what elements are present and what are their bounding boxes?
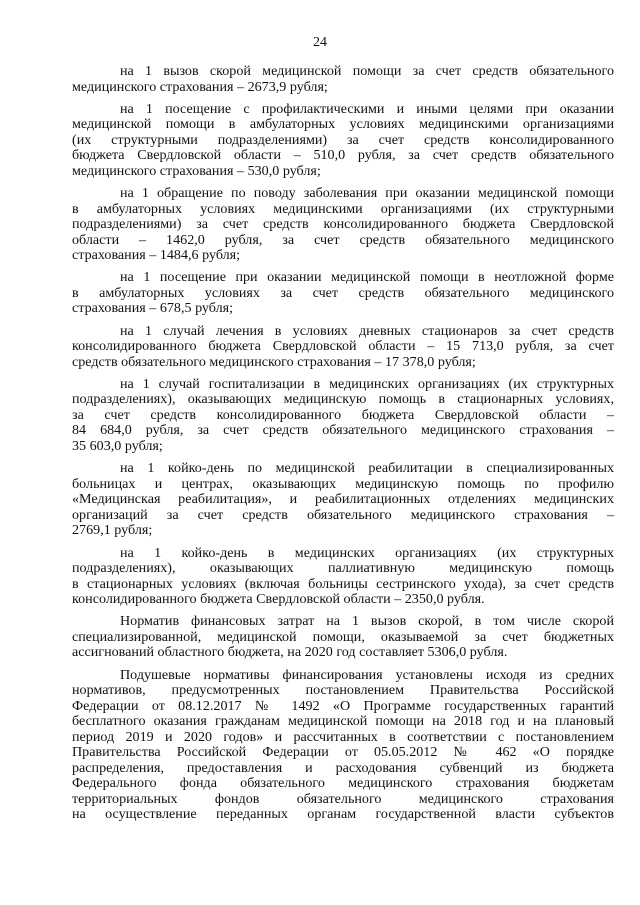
document-body [72, 64, 614, 829]
text-line: ассигнований областного бюджета, на 2020 год составляет 5306,0 рубля. [72, 644, 508, 661]
paragraph [72, 324, 614, 371]
text-line: на 1 посещение при оказании медицинской помощи в неотложной форме [120, 269, 614, 286]
text-line: специализированной, медицинской помощи, оказываемой за счет бюджетных [72, 628, 614, 645]
paragraph [72, 461, 614, 539]
text-line: распределения, предоставления и расходования субвенций из бюджета [72, 759, 614, 776]
text-line: подразделениях), оказывающих медицинскую помощь в стационарных условиях, [72, 391, 614, 408]
paragraph [72, 614, 614, 661]
paragraph [72, 546, 614, 608]
text-line: области – 1462,0 рубля, за счет средств обязательного медицинского [72, 231, 614, 248]
text-line: Правительства Российской Федерации от 05.05.2012 № 462 «О порядке [72, 744, 614, 761]
text-line: страхования – 678,5 рубля; [72, 300, 234, 317]
text-line: консолидированного бюджета Свердловской области – 2350,0 рубля. [72, 591, 485, 608]
text-line: бюджета Свердловской области – 510,0 рубля, за счет средств обязательного [72, 147, 614, 164]
text-line: на 1 случай госпитализации в медицинских организациях (их структурных [120, 375, 614, 392]
text-line: бесплатного оказания гражданам медицинской помощи на 2018 год и на плановый [72, 713, 614, 730]
text-line: 35 603,0 рубля; [72, 437, 163, 454]
paragraph [72, 102, 614, 180]
text-line: территориальных фондов обязательного медицинского страхования [72, 790, 614, 807]
text-line: консолидированного бюджета Свердловской области – 15 713,0 рубля, за счет [72, 338, 614, 355]
text-line: на осуществление переданных органам государственной власти субъектов [72, 806, 614, 823]
text-line: на 1 койко-день по медицинской реабилитации в специализированных [120, 460, 614, 477]
text-line: на 1 койко-день в медицинских организациях (их структурных [120, 544, 614, 561]
text-line: подразделениями) за счет средств консолидированного бюджета Свердловской [72, 216, 614, 233]
text-line: (их структурными подразделениями) за счет средств консолидированного [72, 131, 614, 148]
text-line: Подушевые нормативы финансирования установлены исходя из средних [120, 666, 614, 683]
text-line: Федерального фонда обязательного медицинского страхования бюджетам [72, 775, 614, 792]
text-line: период 2019 и 2020 годов» и рассчитанных в соответствии с постановлением [72, 728, 614, 745]
text-line: медицинского страхования – 2673,9 рубля; [72, 78, 328, 95]
text-line: средств обязательного медицинского страхования – 17 378,0 рубля; [72, 353, 476, 370]
paragraph [72, 186, 614, 264]
text-line: 84 684,0 рубля, за счет средств обязательного медицинского страхования – [72, 422, 614, 439]
text-line: на 1 случай лечения в условиях дневных стационаров за счет средств [120, 322, 614, 339]
page-number: 24 [313, 35, 327, 50]
text-line: подразделениях), оказывающих паллиативную медицинскую помощь [72, 560, 614, 577]
paragraph [72, 377, 614, 455]
paragraph [72, 668, 614, 823]
text-line: Федерации от 08.12.2017 № 1492 «О Программе государственных гарантий [72, 697, 614, 714]
text-line: Норматив финансовых затрат на 1 вызов скорой, в том числе скорой [120, 613, 614, 630]
text-line: на 1 вызов скорой медицинской помощи за счет средств обязательного [120, 63, 614, 79]
paragraph [72, 270, 614, 317]
text-line: 2769,1 рубля; [72, 522, 153, 539]
text-line: медицинской помощи в амбулаторных условиях медицинскими организациями [72, 116, 614, 133]
text-line: в амбулаторных условиях медицинскими организациями (их структурными [72, 200, 614, 217]
text-line: медицинского страхования – 530,0 рубля; [72, 162, 321, 179]
text-line: в амбулаторных условиях за счет средств обязательного медицинского [72, 284, 614, 301]
text-line: страхования – 1484,6 рубля; [72, 247, 241, 264]
text-line: на 1 обращение по поводу заболевания при оказании медицинской помощи [120, 185, 614, 202]
text-line: на 1 посещение с профилактическими и иными целями при оказании [120, 100, 614, 117]
text-line: больницах и центрах, оказывающих медицинскую помощь по профилю [72, 475, 614, 492]
paragraph [72, 64, 614, 95]
text-line: в стационарных условиях (включая больницы сестринского ухода), за счет средств [72, 575, 614, 592]
text-line: «Медицинская реабилитация», и реабилитационных отделениях медицинских [72, 491, 614, 508]
text-line: за счет средств консолидированного бюджета Свердловской области – [72, 406, 614, 423]
text-line: нормативов, предусмотренных постановлением Правительства Российской [72, 682, 614, 699]
text-line: организаций за счет средств обязательного медицинского страхования – [72, 506, 614, 523]
